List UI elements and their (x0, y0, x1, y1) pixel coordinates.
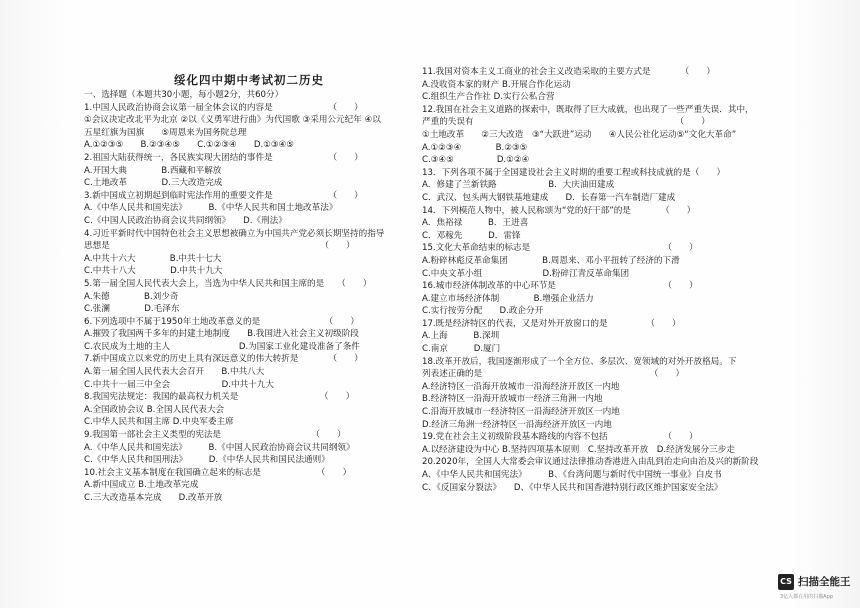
question-line: A.中共十六大 B.中共十七大 (84, 253, 222, 264)
question-line: C.张澜 D.毛泽东 (84, 304, 180, 315)
question-line: A.摧毁了我国两千多年的封建土地制度 B.我国进入社会主义初级阶段 (84, 329, 359, 340)
question-line: C.沿海开放城市一经济特区一沿海经济开放区一内地 (422, 407, 620, 418)
question-line: B.经济特区一沿海开放城市一经济三角洲一内地 (422, 394, 603, 405)
exam-title: 绥化四中期中考试初二历史 (174, 73, 324, 87)
question-line: 3.新中国成立初期起到临时宪法作用的重要文件是 （ ） (84, 190, 363, 201)
question-line: 9.我国第一部社会主义类型的宪法是 （ ） (84, 430, 346, 441)
question-line: D.经济三角洲一经济特区一沿海经济开放区一内地 (422, 419, 612, 430)
question-line: 6.下列选项中不属于1950年土地改革意义的是 （ ） (84, 316, 359, 327)
question-line: C.组织生产合作社 D.实行公私合营 (422, 92, 555, 103)
question-line: A.《中华人民共和国宪法》 B.《中国人民政治协商会议共同纲领》 (84, 442, 355, 453)
question-line: A.《中华人民共和国宪法》 B.《中华人民共和国土地改革法》 (84, 203, 338, 214)
camscanner-logo-icon: CS (778, 574, 794, 590)
question-line: 严重的失误有 （ ） (422, 117, 710, 128)
question-line: ①土地改革 ②三大改造 ③“大跃进”运动 ④人民公社化运动⑤“文化大革命” (422, 129, 737, 140)
right-column (422, 66, 802, 494)
question-line: 2.祖国大陆获得统一，各民族实现大团结的事件是 （ ） (84, 152, 363, 163)
question-line: 20.2020年，全国人大常委会审议通过法律推动香港进入由乱到治走向由治及兴的新阶段 (422, 457, 759, 468)
question-line: C.中共十八大 D.中共十九大 (84, 266, 223, 277)
question-line: A.朱德 B.刘少奇 (84, 291, 179, 302)
question-line: 一、选择题（本题共30小题，每小题2分，共60分） (84, 90, 284, 100)
question-line: A.开国大典 B.西藏和平解放 (84, 165, 222, 176)
question-line: 1.中国人民政治协商会议第一届全体会议的内容是 （ ） (84, 102, 363, 113)
question-line: A.新中国成立 B.土地改革完成 (84, 480, 199, 491)
camscanner-brand: 扫描全能王 (798, 576, 851, 588)
question-line: 5.第一届全国人民代表大会上，当选为中华人民共和国主席的是 （ ） (84, 278, 372, 289)
question-line: C.中华人民共和国主席 D.中央军委主席 (84, 417, 234, 428)
question-line: 14．下列模范人物中，被人民称颂为“党的好干部”的是 （ ） (422, 205, 696, 216)
question-line: A.经济特区一沿海开放城市一沿海经济开放区一内地 (422, 381, 620, 392)
question-line: C．武汉、包头两大钢铁基地建成 D．长春第一汽车制造厂建成 (422, 192, 676, 203)
camscanner-tagline: 3亿人都在用的扫描App (780, 594, 833, 600)
question-line: C.③④⑤ D.①②④ (422, 155, 530, 166)
question-line: A.上海 B.深圳 (422, 331, 500, 342)
question-line: A.建立市场经济体制 B.增强企业活力 (422, 293, 594, 304)
camscanner-watermark (776, 572, 858, 602)
question-line: 16.城市经济体制改革的中心环节是 （ ） (422, 281, 698, 292)
question-line: 思想是 （ ） (84, 241, 355, 252)
question-line: C.土地改革 D.三大改造完成 (84, 178, 223, 189)
question-line: ①会议决定改北平为北京 ②以《义勇军进行曲》为代国歌 ③采用公元纪年 ④以 (84, 115, 381, 126)
question-line: A.①②③④ B.②③⑤ (422, 142, 528, 153)
question-line: C.南京 D.厦门 (422, 344, 501, 355)
question-line: C.农民成为土地的主人 D.为国家工业化建设准备了条件 (84, 341, 360, 352)
question-line: A.以经济建设为中心 B.坚持四项基本原则 C.坚持改革开放 D.经济发展分三步走 (422, 444, 735, 455)
question-line: 7.新中国成立以来党的历史上具有深远意义的伟大转折是 （ ） (84, 354, 363, 365)
question-line: 12.我国在社会主义道路的探索中，既取得了巨大成就，也出现了一些严重失误．其中， (422, 104, 754, 115)
question-line: C.实行按劳分配 D.政企分开 (422, 306, 544, 317)
question-line: A、《中华人民共和国宪法》 B、《台湾问题与新时代中国统一事业》白皮书 (422, 470, 722, 480)
question-line: 11.我国对资本主义工商业的社会主义改造采取的主要方式是 （ ） (422, 67, 715, 77)
question-line: A.第一届全国人民代表大会召开 B.中共八大 (84, 367, 265, 378)
question-line: C、《反国家分裂法》 D、《中华人民共和国香港特别行政区维护国家安全法》 (422, 482, 723, 493)
question-line: 列表述正确的是 （ ） (422, 369, 685, 380)
left-questions (84, 89, 414, 505)
question-line: 五星红旗为国旗 ⑤周恩来为国务院总理 (84, 127, 247, 138)
question-line: 18.改革开放后，我国逐渐形成了一个全方位、多层次、宽领域的对外开放格局。下 (422, 356, 737, 367)
question-line: 13．下列各项不属于全国建设社会主义时期的重要工程或科技成就的是（ ） (422, 167, 726, 178)
question-line: 17.既是经济特区的代表，又是对外开放窗口的是 （ ） (422, 318, 681, 329)
question-line: 10.社会主义基本制度在我国确立起来的标志是 （ ） (84, 467, 352, 478)
question-line: 4.习近平新时代中国特色社会主义思想被确立为中国共产党必须长期坚持的指导 (84, 228, 385, 239)
question-line: 15.文化大革命结束的标志是 （ ） (422, 243, 698, 254)
question-line: C.中央文革小组 D.粉碎江青反革命集团 (422, 268, 630, 279)
question-line: A．修建了兰新铁路 B．大庆油田建成 (422, 180, 615, 191)
question-line: C.中共十一届三中全会 D.中共十九大 (84, 379, 274, 390)
question-line: C.《中国人民政治协商会议共同纲领》 D.《刑法》 (84, 215, 287, 226)
question-line: C.《中华人民共和国刑法》 D.《中华人民共和国民法通则》 (84, 455, 330, 466)
question-line: C.三大改造基本完成 D.改革开放 (84, 493, 223, 503)
question-line: 19.党在社会主义初级阶段基本路线的内容不包括 （ ） (422, 432, 698, 443)
question-line: 8.我国宪法规定：我国的最高权力机关是 （ ） (84, 392, 355, 403)
question-line: A.全国政协会议 B.全国人民代表大会 (84, 404, 225, 415)
question-line: A.①②③⑤ B.②③④⑤ C.①②③④ D.①③④⑤ (84, 140, 294, 151)
question-line: C．邓稼先 D．雷锋 (422, 230, 521, 241)
question-line: A．焦裕禄 B．王进喜 (422, 218, 529, 229)
question-line: A.没收资本家的财产 B.开展合作化运动 (422, 79, 571, 90)
question-line: A.粉碎林彪反革命集团 B.周恩来、邓小平扭转了经济的下滑 (422, 255, 680, 266)
